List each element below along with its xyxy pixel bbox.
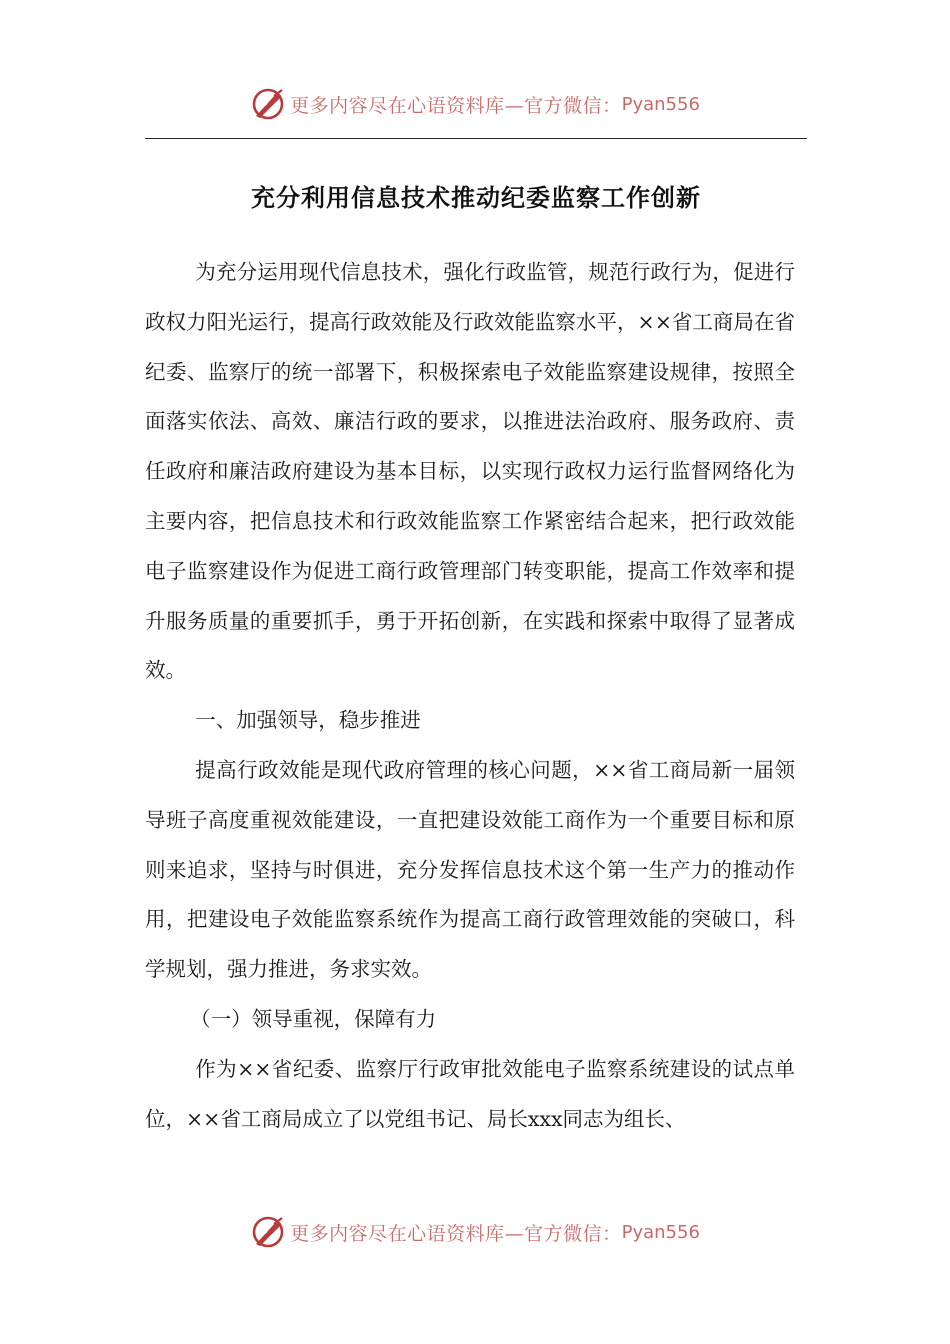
document-body <box>145 248 795 1144</box>
document-title: 充分利用信息技术推动纪委监察工作创新 <box>251 184 701 212</box>
section-heading: 一、加强领导，稳步推进 <box>195 708 421 733</box>
footer-banner-text: 更多内容尽在心语资料库—官方微信： <box>290 1222 622 1245</box>
pen-logo-icon <box>250 86 286 122</box>
header-wechat-id: Pyan556 <box>621 93 700 115</box>
footer-wechat-id: Pyan556 <box>621 1221 700 1243</box>
paragraph: 作为××省纪委、监察厅行政审批效能电子监察系统建设的试点单位，××省工商局成立了以党组书记、局长xxx同志为组长、 <box>145 1056 795 1131</box>
header-divider <box>145 138 807 139</box>
subsection-heading: （一）领导重视，保障有力 <box>190 1006 437 1031</box>
footer-banner <box>0 1212 950 1252</box>
header-banner-text: 更多内容尽在心语资料库—官方微信： <box>290 94 622 117</box>
header-banner <box>0 84 950 124</box>
paragraph: 提高行政效能是现代政府管理的核心问题，××省工商局新一届领导班子高度重视效能建设，一直把建设效能工商作为一个重要目标和原则来追求，坚持与时俱进，充分发挥信息技术这个第一生产力的推动作用，把建设电子效能监察系统作为提高工商行政管理效能的突破口，科学规划，强力推进，务求实效。 <box>145 757 795 982</box>
paragraph: 为充分运用现代信息技术，强化行政监管，规范行政行为，促进行政权力阳光运行，提高行政效能及行政效能监察水平，××省工商局在省纪委、监察厅的统一部署下，积极探索电子效能监察建设规律，按照全面落实依法、高效、廉洁行政的要求，以推进法治政府、服务政府、责任政府和廉洁政府建设为基本目标，以实现行政权力运行监督网络化为主要内容，把信息技术和行政效能监察工作紧密结合起来，把行政效能电子监察建设作为促进工商行政管理部门转变职能，提高工作效率和提升服务质量的重要抓手，勇于开拓创新，在实践和探索中取得了显著成效。 <box>145 260 795 683</box>
pen-logo-icon <box>250 1214 286 1250</box>
